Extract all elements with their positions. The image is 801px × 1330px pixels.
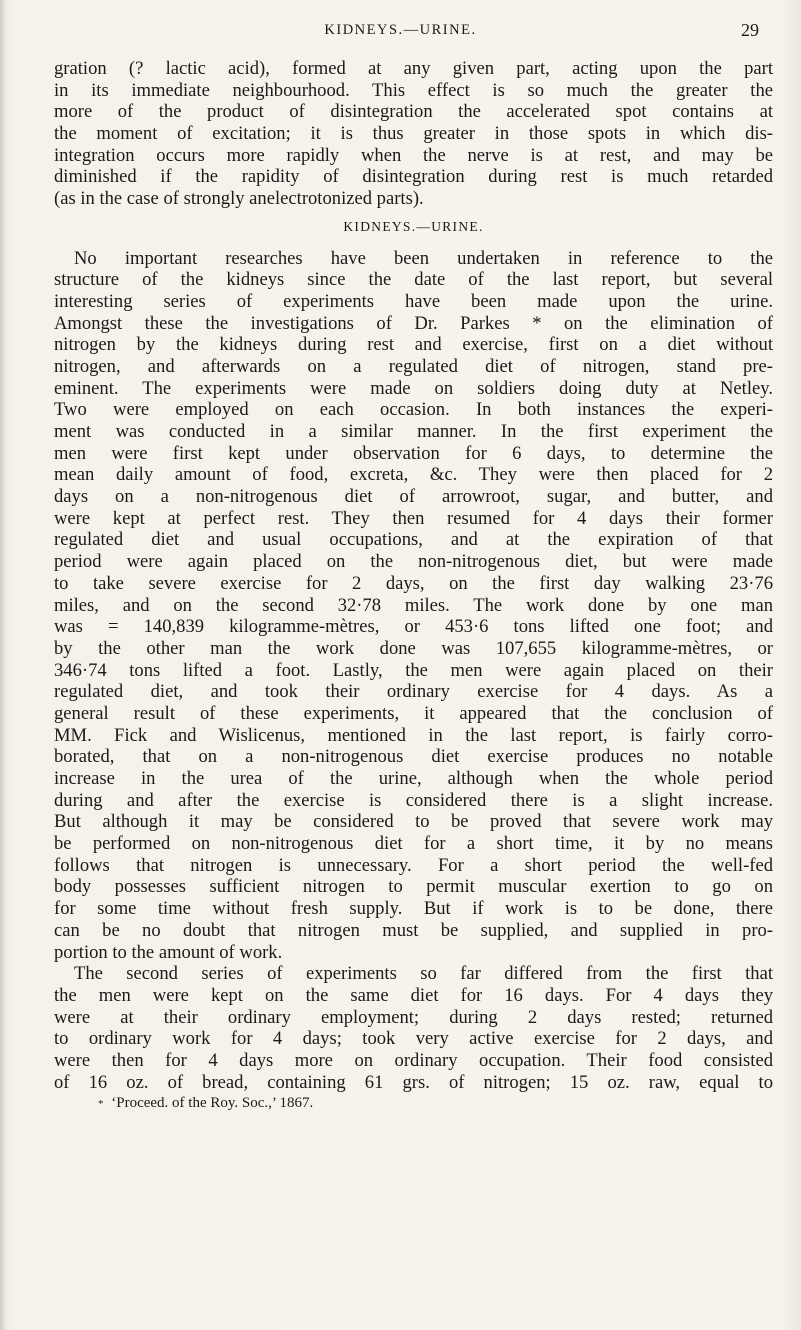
text-line: Two were employed on each occasion. In both instances the experi- <box>54 399 773 421</box>
text-line: the moment of excitation; it is thus greater in those spots in which dis- <box>54 123 773 145</box>
text-line: during and after the exercise is considered there is a slight increase. <box>54 789 773 811</box>
text-line: by the other man the work done was 107,655 kilogramme-mètres, or <box>54 637 773 659</box>
text-line: body possesses sufficient nitrogen to permit muscular exertion to go on <box>54 876 773 898</box>
text-line: integration occurs more rapidly when the nerve is at rest, and may be <box>54 144 773 166</box>
paragraph-kidneys-research <box>54 248 773 964</box>
text-line: structure of the kidneys since the date of the last report, but several <box>54 269 773 291</box>
text-line: ment was conducted in a similar manner. In the first experiment the <box>54 421 773 442</box>
text-line: regulated diet, and took their ordinary exercise for 4 days. As a <box>54 681 773 703</box>
text-line: in its immediate neighbourhood. This effect is so much the greater the <box>54 79 773 101</box>
text-line: period were again placed on the non-nitrogenous diet, but were made <box>54 551 773 573</box>
text-line: follows that nitrogen is unnecessary. For a short period the well-fed <box>54 854 773 876</box>
text-line: Amongst these the investigations of Dr. Parkes * on the elimination of <box>54 312 773 334</box>
text-line: were kept at perfect rest. They then resumed for 4 days their former <box>54 507 773 529</box>
text-line: gration (? lactic acid), formed at any given part, acting upon the part <box>54 58 773 79</box>
text-line: was = 140,839 kilogramme-mètres, or 453·6 tons lifted one foot; and <box>54 616 773 638</box>
text-line: nitrogen, and afterwards on a regulated diet of nitrogen, stand pre- <box>54 355 773 377</box>
text-line: general result of these experiments, it appeared that the conclusion of <box>54 702 773 724</box>
text-line: miles, and on the second 32·78 miles. The work done by one man <box>54 594 773 616</box>
footnote <box>54 1093 773 1113</box>
text-line: diminished if the rapidity of disintegration during rest is much retarded <box>54 166 773 188</box>
footnote-mark: * <box>98 1098 104 1111</box>
text-line: the men were kept on the same diet for 16 days. For 4 days they <box>54 984 773 1006</box>
text-line: increase in the urea of the urine, although when the whole period <box>54 768 773 789</box>
page-header <box>0 22 801 48</box>
footnote-text: ‘Proceed. of the Roy. Soc.,’ 1867. <box>111 1095 314 1112</box>
page-number: 29 <box>741 20 759 40</box>
running-head: KIDNEYS.—URINE. <box>324 22 477 38</box>
page-body <box>54 58 773 1113</box>
text-line: 346·74 tons lifted a foot. Lastly, the men were again placed on their <box>54 659 773 681</box>
text-line: be performed on non-nitrogenous diet for a short time, it by no means <box>54 833 773 855</box>
text-line: regulated diet and usual occupations, and at the expiration of that <box>54 529 773 551</box>
text-line: nitrogen by the kidneys during rest and exercise, first on a diet without <box>54 334 773 356</box>
text-line: were then for 4 days more on ordinary occupation. Their food consisted <box>54 1049 773 1071</box>
text-line: mean daily amount of food, excreta, &c. They were then placed for 2 <box>54 464 773 486</box>
text-line: were at their ordinary employment; during 2 days rested; returned <box>54 1006 773 1028</box>
text-line: to ordinary work for 4 days; took very active exercise for 2 days, and <box>54 1028 773 1050</box>
page-gutter-shadow <box>0 0 6 1330</box>
text-line: borated, that on a non-nitrogenous diet exercise produces no notable <box>54 746 773 768</box>
text-line: But although it may be considered to be proved that severe work may <box>54 811 773 833</box>
text-line: more of the product of disintegration the accelerated spot contains at <box>54 101 773 123</box>
text-line: to take severe exercise for 2 days, on the first day walking 23·76 <box>54 572 773 594</box>
text-line: men were first kept under observation for 6 days, to determine the <box>54 442 773 464</box>
paragraph-second-series <box>54 963 773 1093</box>
text-line: days on a non-nitrogenous diet of arrowroot, sugar, and butter, and <box>54 486 773 508</box>
text-line: MM. Fick and Wislicenus, mentioned in the last report, is fairly corro- <box>54 724 773 746</box>
intro-paragraph <box>54 58 773 210</box>
section-heading: KIDNEYS.—URINE. <box>343 218 484 234</box>
text-line: interesting series of experiments have been made upon the urine. <box>54 290 773 312</box>
text-line: The second series of experiments so far differed from the first that <box>74 963 773 985</box>
text-line: eminent. The experiments were made on soldiers doing duty at Netley. <box>54 377 773 399</box>
text-line: No important researches have been undertaken in reference to the <box>74 247 773 269</box>
text-line: can be no doubt that nitrogen must be supplied, and supplied in pro- <box>54 919 773 941</box>
text-line: portion to the amount of work. <box>54 941 283 963</box>
text-line: (as in the case of strongly anelectrotonized parts). <box>54 188 424 210</box>
text-line: for some time without fresh supply. But if work is to be done, there <box>54 898 773 920</box>
text-line: of 16 oz. of bread, containing 61 grs. of nitrogen; 15 oz. raw, equal to <box>54 1071 773 1093</box>
